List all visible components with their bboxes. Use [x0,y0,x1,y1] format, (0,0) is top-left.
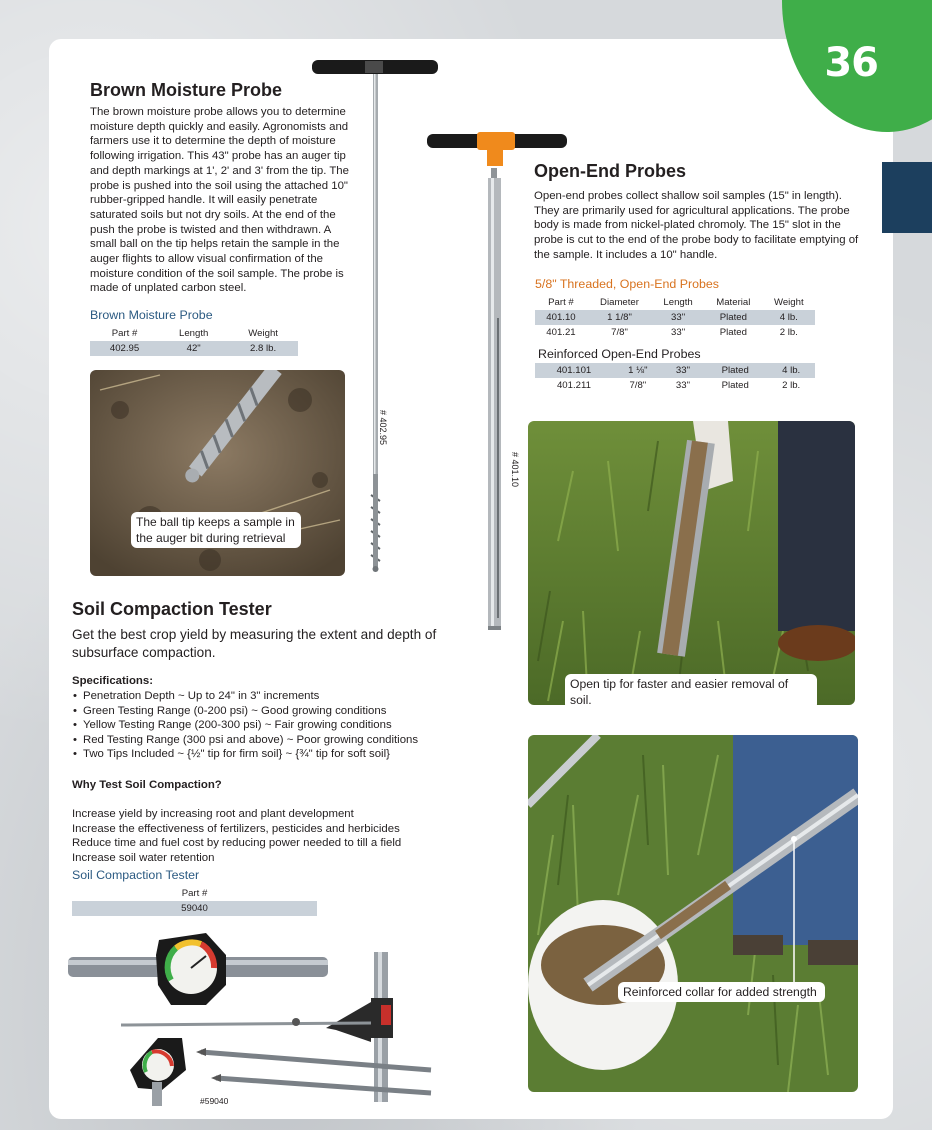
table-cell: 401.211 [556,380,591,391]
table-cell: 33" [671,312,686,323]
why-test-title: Why Test Soil Compaction? [72,779,222,791]
compaction-tool-label: #59040 [200,1096,229,1106]
table-cell: 59040 [181,903,208,914]
open-end-title: Open-End Probes [534,161,687,181]
compaction-intro: Get the best crop yield by measuring the extent and depth of subsurface compaction. [72,627,437,660]
table-cell: 2 lb. [782,380,801,391]
list-item: Increase the effectiveness of fertilizers, pesticides and herbicides [72,822,400,835]
table-header: Length [178,328,209,339]
list-item: • Yellow Testing Range (200-300 psi) ~ Fair growing conditions [73,718,453,733]
table-header: Length [663,297,693,308]
list-item: Increase soil water retention [72,852,215,865]
list-item: • Red Testing Range (300 psi and above) ~ Poor growing conditions [73,733,453,748]
table-cell: 7/8" [611,327,628,338]
table-header: Part # [548,297,574,308]
table-row [535,378,815,393]
threaded-probes-title: 5/8" Threaded, Open-End Probes [535,277,719,291]
table-cell: 4 lb. [782,365,801,376]
reinforced-collar-photo [528,735,858,1092]
table-header: Diameter [600,297,639,308]
open-end-description: Open-end probes collect shallow soil samples (15" in length). They are primarily used for agricultural applications. The probe body is made from nickel-plated chromoly. The 15" slot in the probe is cut to the end of the probe body to facilitate emptying of the sample. It includes a 10" handle. [534,190,859,261]
brown-probe-table [90,326,298,356]
brown-probe-tool-image [310,55,440,575]
table-cell: 4 lb. [779,312,798,323]
list-item: Increase yield by increasing root and plant development [72,808,354,820]
table-cell: Plated [719,327,747,338]
open-end-probe-tool-label: # 401.10 [510,452,520,488]
why-test-list [72,807,452,866]
table-cell: 401.101 [556,365,592,376]
table-cell: Plated [719,312,747,323]
table-header: Part # [181,888,208,899]
table-cell: 2 lb. [779,327,798,338]
table-row [90,341,298,356]
list-item: • Two Tips Included ~ {½" tip for firm soil} ~ {¾" tip for soft soil} [73,747,453,762]
compaction-table [72,886,317,916]
brown-probe-photo-caption: The ball tip keeps a sample in the auger bit during retrieval [131,512,301,548]
brown-probe-description: The brown moisture probe allows you to determine moisture depth quickly and easily. Agronomists and farmers use it to determine the depth of moisture following irrigation. This 43" probe has an auger tip and depth markings at 1', 2' and 3' from the tip. The probe is pushed into the soil using the attached 10" rubber-gripped handle. It will easily penetrate saturated soils but not dry soils. At the end of the push the probe is twisted and then withdrawn. A small ball on the tip helps retain the sample in the auger flights to allow visual confirmation of the moisture condition of the soil sample. The probe is made of unplated carbon steel. [90,106,349,295]
specs-title: Specifications: [72,675,154,687]
table-header: Part # [111,328,138,339]
table-row [535,310,815,325]
reinforced-collar-caption: Reinforced collar for added strength [618,982,825,1002]
list-item: • Penetration Depth ~ Up to 24" in 3" increments [73,689,453,704]
table-row [535,325,815,340]
table-cell: 401.21 [546,327,576,338]
brown-probe-tool-label: # 402.95 [378,410,388,446]
specs-list [73,689,453,762]
table-cell: 33" [671,327,686,338]
table-cell: 401.10 [546,312,576,323]
table-header: Material [716,297,751,308]
table-cell: 42" [186,343,201,354]
open-end-probe-photo [528,421,855,705]
table-row [535,363,815,378]
table-header: Weight [248,328,278,339]
brown-probe-title: Brown Moisture Probe [90,80,283,100]
table-row [72,901,317,916]
table-cell: 2.8 lb. [250,343,277,354]
section-side-tab [882,162,932,233]
compaction-title: Soil Compaction Tester [72,599,272,619]
table-cell: Plated [721,380,749,391]
open-end-photo-caption: Open tip for faster and easier removal of soil. [565,674,817,710]
threaded-probes-table [535,295,815,340]
list-item: • Green Testing Range (0-200 psi) ~ Good growing conditions [73,704,453,719]
list-item: Reduce time and fuel cost by reducing power needed to till a field [72,837,402,850]
compaction-table-title: Soil Compaction Tester [72,868,200,882]
reinforced-probes-table [535,363,815,393]
table-cell: 33" [675,365,690,376]
brown-probe-table-title: Brown Moisture Probe [90,308,213,322]
table-cell: 33" [675,380,690,391]
table-cell: Plated [721,365,749,376]
table-cell: 7/8" [629,380,647,391]
table-cell: 1 1/8" [607,312,632,323]
compaction-tester-image [66,930,436,1110]
table-cell: 402.95 [109,343,140,354]
page-number: 36 [824,40,878,86]
reinforced-probes-title: Reinforced Open-End Probes [538,347,701,361]
table-header: Weight [773,297,804,308]
table-cell: 1 ⅛" [628,365,648,376]
